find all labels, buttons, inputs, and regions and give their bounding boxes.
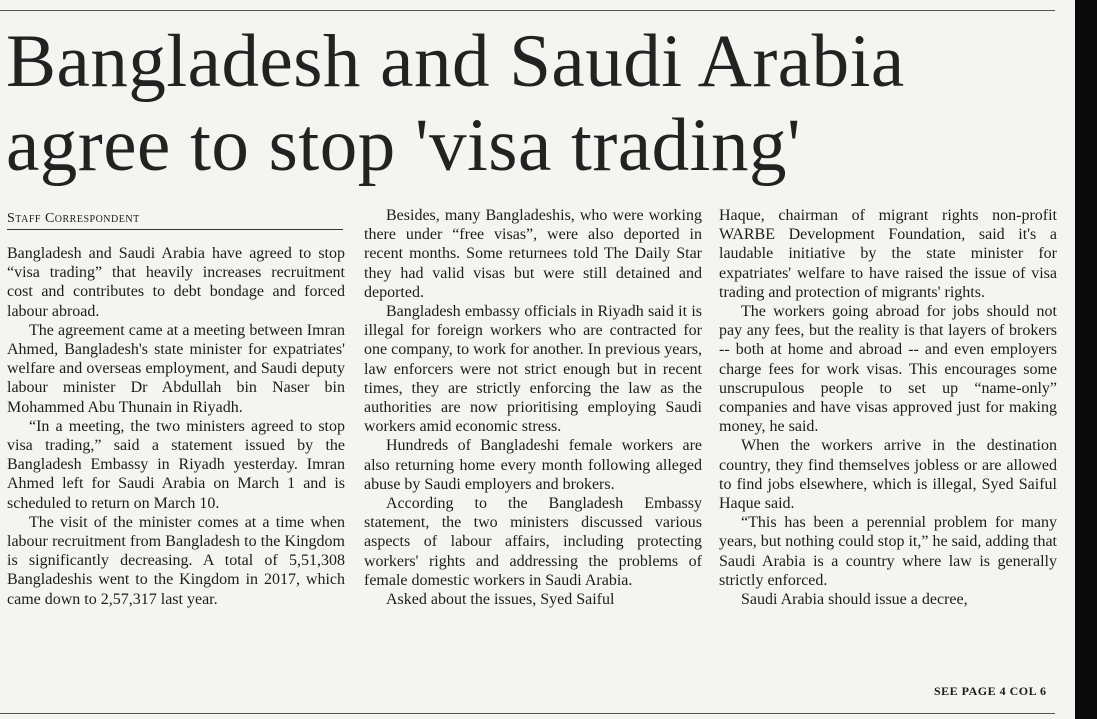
scan-edge <box>1075 0 1097 719</box>
paragraph: Hundreds of Bangladeshi female workers are also returning home every month following alleged abuse by Saudi employers and brokers. <box>364 437 702 493</box>
paragraph: Besides, many Bangladeshis, who were working there under “free visas”, were also deported in recent months. Some returnees told The Daily Star they had valid visas but were still detained and deported. <box>364 207 702 301</box>
paragraph: Bangladesh and Saudi Arabia have agreed to stop “visa trading” that heavily increases recruitment cost and contributes to debt bondage and forced labour abroad. <box>7 245 345 320</box>
paragraph: The visit of the minister comes at a time when labour recruitment from Bangladesh to the Kingdom is significantly decreasing. A total of 5,51,308 Bangladeshis went to the Kingdom in 2017, which came down to 2,57,317 last year. <box>7 513 345 608</box>
paragraph: The workers going abroad for jobs should not pay any fees, but the reality is that layers of brokers -- both at home and abroad -- and even employers charge fees for work visas. This encourages some unscrupulous people to set up “name-only” companies and have visas approved just for making money, he said. <box>719 303 1057 436</box>
headline: Bangladesh and Saudi Arabia agree to stop 'visa trading' <box>6 20 905 187</box>
paragraph: Bangladesh embassy officials in Riyadh said it is illegal for foreign workers who are contracted for one company, to work for another. In previous years, law enforcers were not strict enough but in recent times, they are strictly enforcing the law as the authorities are now prioritising employing Saudi workers amid economic stress. <box>364 303 702 436</box>
paragraph: Haque, chairman of migrant rights non-profit WARBE Development Foundation, said it's a laudable initiative by the state minister for expatriates' welfare to have raised the issue of visa trading and protection of migrants' rights. <box>719 207 1057 301</box>
paragraph: When the workers arrive in the destination country, they find themselves jobless or are allowed to find jobs elsewhere, which is illegal, Syed Saiful Haque said. <box>719 437 1057 513</box>
bottom-rule <box>0 713 1055 714</box>
top-rule <box>0 10 1055 11</box>
paragraph: The agreement came at a meeting between Imran Ahmed, Bangladesh's state minister for expatriates' welfare and overseas employment, and Saudi deputy labour minister Dr Abdullah bin Naser bin Mohammed Abu Thunain in Riyadh. <box>7 321 345 416</box>
paragraph: “In a meeting, the two ministers agreed to stop visa trading,” said a statement issued by the Bangladesh Embassy in Riyadh yesterday. Imran Ahmed left for Saudi Arabia on March 1 and is scheduled to return on March 10. <box>7 417 345 512</box>
article-column-1 <box>7 244 345 609</box>
paragraph: “This has been a perennial problem for many years, but nothing could stop it,” he said, adding that Saudi Arabia is a country where law is generally strictly enforced. <box>719 514 1057 589</box>
article-column-2 <box>364 206 702 609</box>
paragraph: According to the Bangladesh Embassy statement, the two ministers discussed various aspects of labour affairs, including protecting workers' rights and addressing the problems of female domestic workers in Saudi Arabia. <box>364 495 702 589</box>
article-column-3 <box>719 206 1057 609</box>
continuation-jump: SEE PAGE 4 COL 6 <box>934 684 1047 698</box>
paragraph: Asked about the issues, Syed Saiful <box>386 591 615 609</box>
byline: Staff Correspondent <box>7 211 343 230</box>
paragraph: Saudi Arabia should issue a decree, <box>741 591 968 609</box>
